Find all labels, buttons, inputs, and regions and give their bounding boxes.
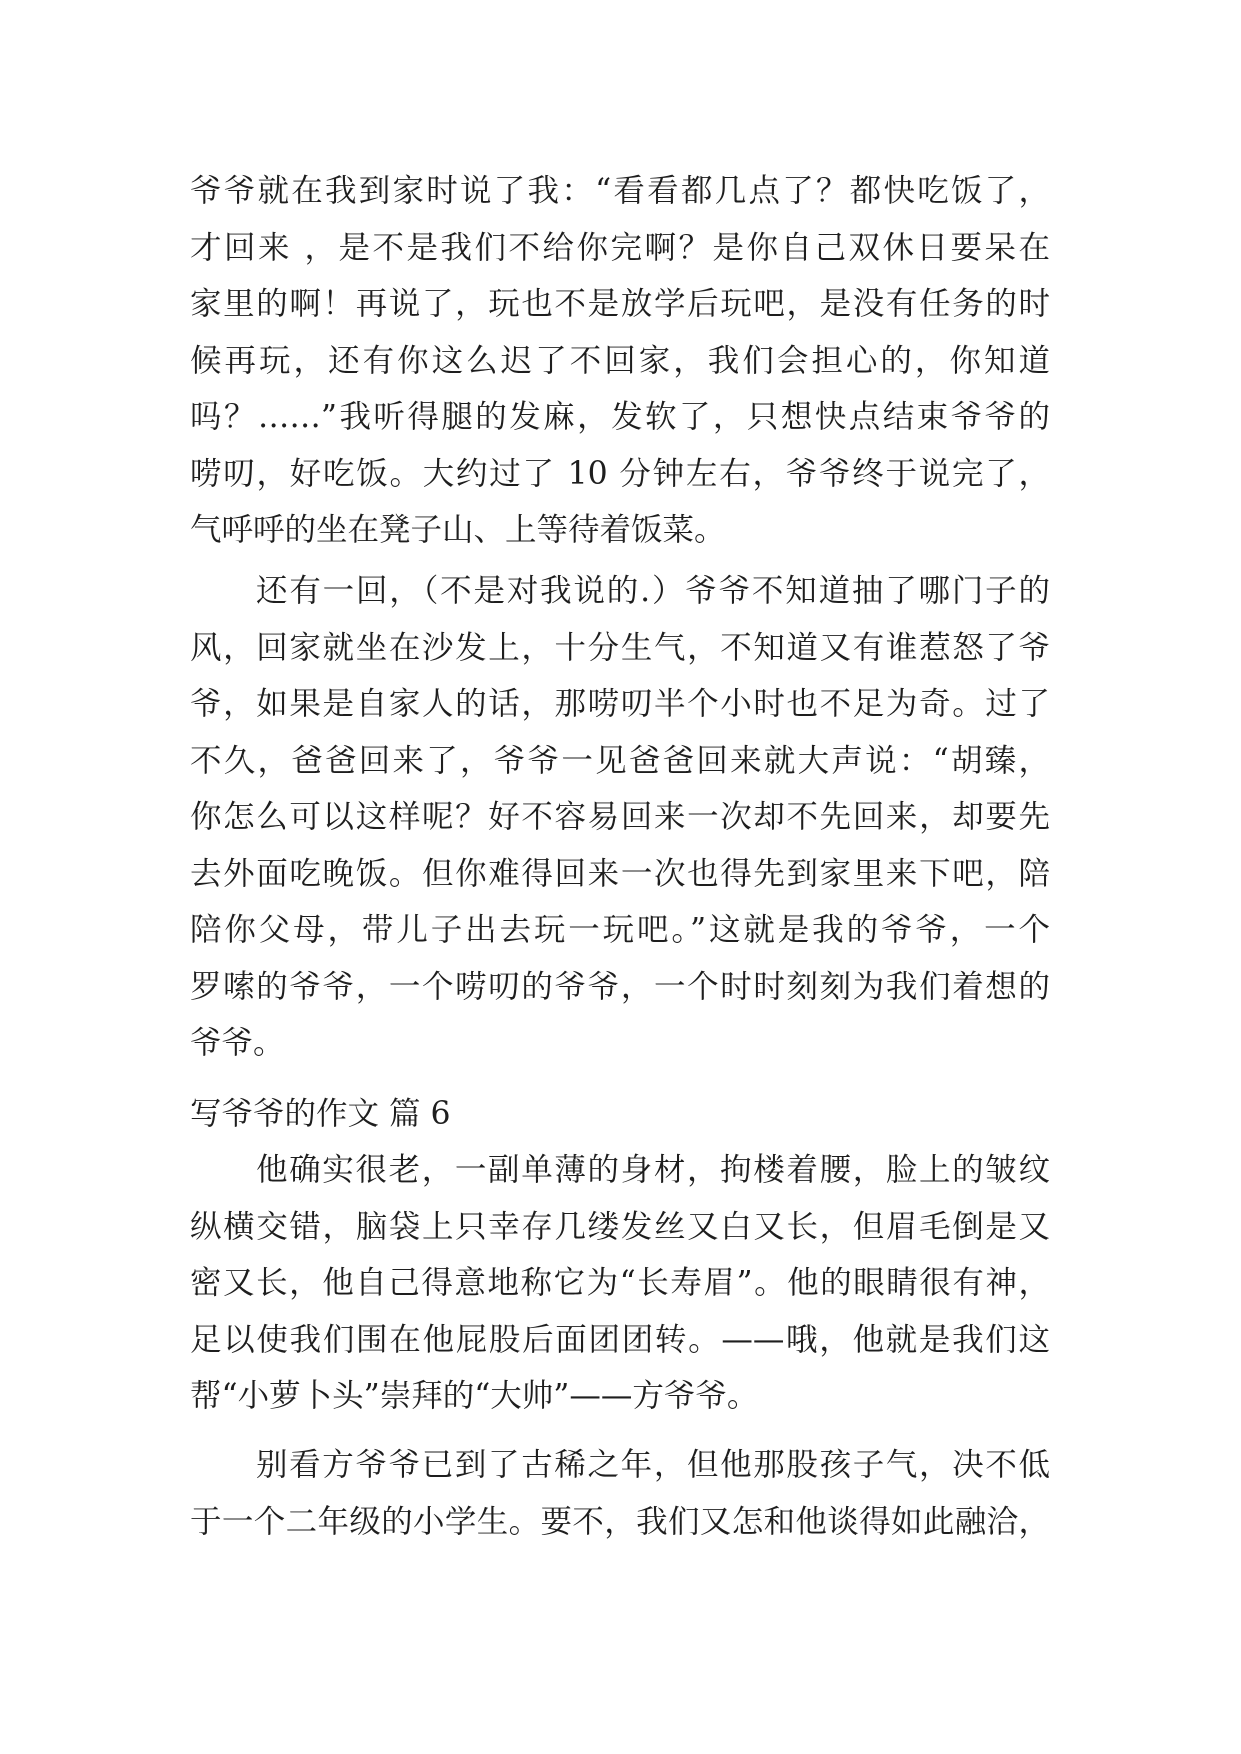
text-line: 别看方爷爷已到了古稀之年，但他那股孩子气，决不低 bbox=[256, 1447, 1050, 1483]
text-line: 家里的啊！再说了，玩也不是放学后玩吧，是没有任务的时 bbox=[190, 286, 1050, 322]
paragraph bbox=[190, 1142, 1050, 1425]
text-line: 帮“小萝卜头”崇拜的“大帅”——方爷爷。 bbox=[190, 1378, 759, 1414]
text-line: 爷爷就在我到家时说了我：“看看都几点了？都快吃饭了， bbox=[190, 173, 1050, 209]
paragraph bbox=[190, 163, 1050, 559]
text-line: 才回来 ，是不是我们不给你完啊？是你自己双休日要呆在 bbox=[190, 229, 1050, 266]
text-line: 气呼呼的坐在凳子山、上等待着饭菜。 bbox=[190, 512, 726, 548]
text-line: 密又长，他自己得意地称它为“长寿眉”。他的眼睛很有神， bbox=[190, 1265, 1050, 1301]
paragraph bbox=[190, 563, 1050, 1072]
text-line: 爷，如果是自家人的话，那唠叨半个小时也不足为奇。过了 bbox=[190, 686, 1050, 722]
text-line: 风，回家就坐在沙发上，十分生气，不知道又有谁惹怒了爷 bbox=[190, 629, 1050, 666]
text-line: 他确实很老，一副单薄的身材，拘楼着腰，脸上的皱纹 bbox=[256, 1152, 1050, 1188]
section-heading-block bbox=[190, 1086, 1050, 1143]
text-line: 于一个二年级的小学生。要不，我们又怎和他谈得如此融洽， bbox=[190, 1503, 1050, 1540]
section-heading: 写爷爷的作文 篇 6 bbox=[190, 1096, 451, 1132]
text-line: 爷爷。 bbox=[190, 1025, 285, 1061]
text-line: 不久，爸爸回来了，爷爷一见爸爸回来就大声说：“胡臻， bbox=[190, 742, 1050, 779]
text-line: 还有一回，（不是对我说的.）爷爷不知道抽了哪门子的 bbox=[256, 573, 1050, 609]
text-line: 足以使我们围在他屁股后面团团转。——哦，他就是我们这 bbox=[190, 1321, 1050, 1358]
text-line: 纵横交错，脑袋上只幸存几缕发丝又白又长，但眉毛倒是又 bbox=[190, 1208, 1050, 1245]
text-line: 唠叨，好吃饭。大约过了 10 分钟左右，爷爷终于说完了， bbox=[190, 455, 1050, 492]
text-line: 吗？……”我听得腿的发麻，发软了，只想快点结束爷爷的 bbox=[190, 399, 1050, 435]
text-line: 候再玩，还有你这么迟了不回家，我们会担心的，你知道 bbox=[190, 342, 1050, 379]
text-line: 你怎么可以这样呢？好不容易回来一次却不先回来，却要先 bbox=[190, 799, 1050, 835]
text-line: 罗嗦的爷爷，一个唠叨的爷爷，一个时时刻刻为我们着想的 bbox=[190, 968, 1050, 1005]
text-line: 去外面吃晚饭。但你难得回来一次也得先到家里来下吧，陪 bbox=[190, 855, 1050, 892]
paragraph bbox=[190, 1437, 1050, 1550]
text-line: 陪你父母，带儿子出去玩一玩吧。”这就是我的爷爷，一个 bbox=[190, 912, 1050, 948]
